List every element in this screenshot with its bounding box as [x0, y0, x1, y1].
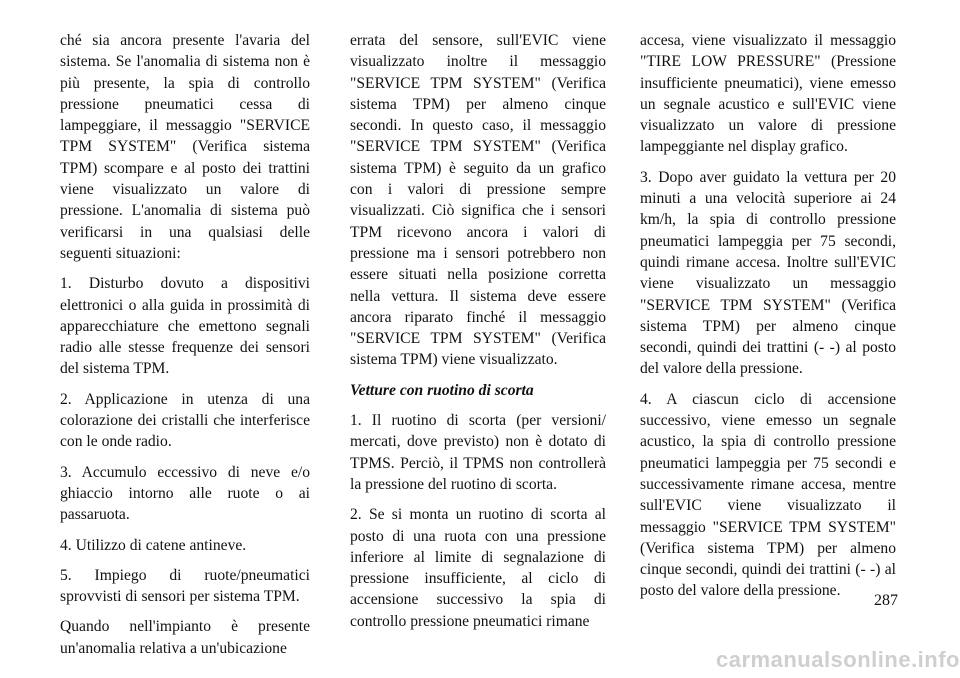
list-item: 5. Impiego di ruote/pneumatici sprovvisti di sensori per sistema TPM.	[60, 566, 310, 606]
text-column-middle	[350, 30, 606, 641]
text-column-left	[60, 30, 310, 668]
watermark: carmanualsonline.info	[716, 647, 960, 672]
page-number: 287	[874, 592, 898, 609]
paragraph: ché sia ancora presente l'avaria del sistema. Se l'anomalia di sistema non è più presente, la spia di controllo pressione pneumatici cessa di lampeggiare, il messaggio "SERVICE TPM SYSTEM" (Verifica sistema TPM) scompare e al posto dei trattini viene visualizzato un valore di pressione. L'anomalia di sistema può verificarsi in una qualsiasi delle seguenti situazioni:	[60, 32, 310, 262]
paragraph: accesa, viene visualizzato il messaggio "TIRE LOW PRESSURE" (Pressione insufficiente pneumatici), viene emesso un segnale acustico e sull'EVIC viene visualizzato un valore di pressione lampeggiante nel display grafico.	[640, 32, 896, 156]
section-subheading: Vetture con ruotino di scorta	[350, 381, 534, 399]
list-item: 4. Utilizzo di catene antineve.	[60, 536, 247, 554]
paragraph: Quando nell'impianto è presente un'anomalia relativa a un'ubicazione	[60, 618, 310, 657]
list-item: 1. Disturbo dovuto a dispositivi elettronici o alla guida in prossimità di apparecchiature che emettono segnali radio alle stesse frequenze dei sensori del sistema TPM.	[60, 275, 310, 378]
list-item: 3. Accumulo eccessivo di neve e/o ghiaccio intorno alle ruote o ai passaruota.	[60, 463, 310, 524]
paragraph: errata del sensore, sull'EVIC viene visualizzato inoltre il messaggio "SERVICE TPM SYSTEM" (Verifica sistema TPM) per almeno cinque secondi. In questo caso, il messaggio "SERVICE TPM SYSTEM" (Verifica sistema TPM) è seguito da un grafico con i valori di pressione sempre visualizzati. Ciò significa che i sensori TPM ricevono ancora i valori di pressione ma i sensori potrebbero non essere situati nella posizione corretta nella vettura. Il sistema deve essere ancora riparato finché il messaggio "SERVICE TPM SYSTEM" (Verifica sistema TPM) viene visualizzato.	[350, 32, 606, 369]
list-item: 2. Applicazione in utenza di una colorazione dei cristalli che interferisce con le onde radio.	[60, 390, 310, 451]
text-column-right	[640, 30, 896, 611]
list-item: 4. A ciascun ciclo di accensione successivo, viene emesso un segnale acustico, la spia di controllo pressione pneumatici lampeggia per 75 secondi e successivamente rimane accesa, mentre sull'EVIC viene visualizzato il messaggio "SERVICE TPM SYSTEM" (Verifica sistema TPM) per almeno cinque secondi, quindi dei trattini (- -) al posto del valore della pressione.	[640, 390, 896, 600]
list-item: 2. Se si monta un ruotino di scorta al posto di una ruota con una pressione inferiore al limite di segnalazione di pressione insufficiente, al ciclo di accensione successivo la spia di controllo pressione pneumatici rimane	[350, 506, 606, 630]
list-item: 1. Il ruotino di scorta (per versioni/ mercati, dove previsto) non è dotato di TPMS. Perciò, il TPMS non controllerà la pressione del ruotino di scorta.	[350, 412, 606, 493]
list-item: 3. Dopo aver guidato la vettura per 20 minuti a una velocità superiore ai 24 km/h, la spia di controllo pressione pneumatici lampeggia per 75 secondi, quindi rimane accesa. Inoltre sull'EVIC viene visualizzato un messaggio "SERVICE TPM SYSTEM" (Verifica sistema TPM) per almeno cinque secondi, quindi dei trattini (- -) al posto del valore della pressione.	[640, 168, 896, 378]
